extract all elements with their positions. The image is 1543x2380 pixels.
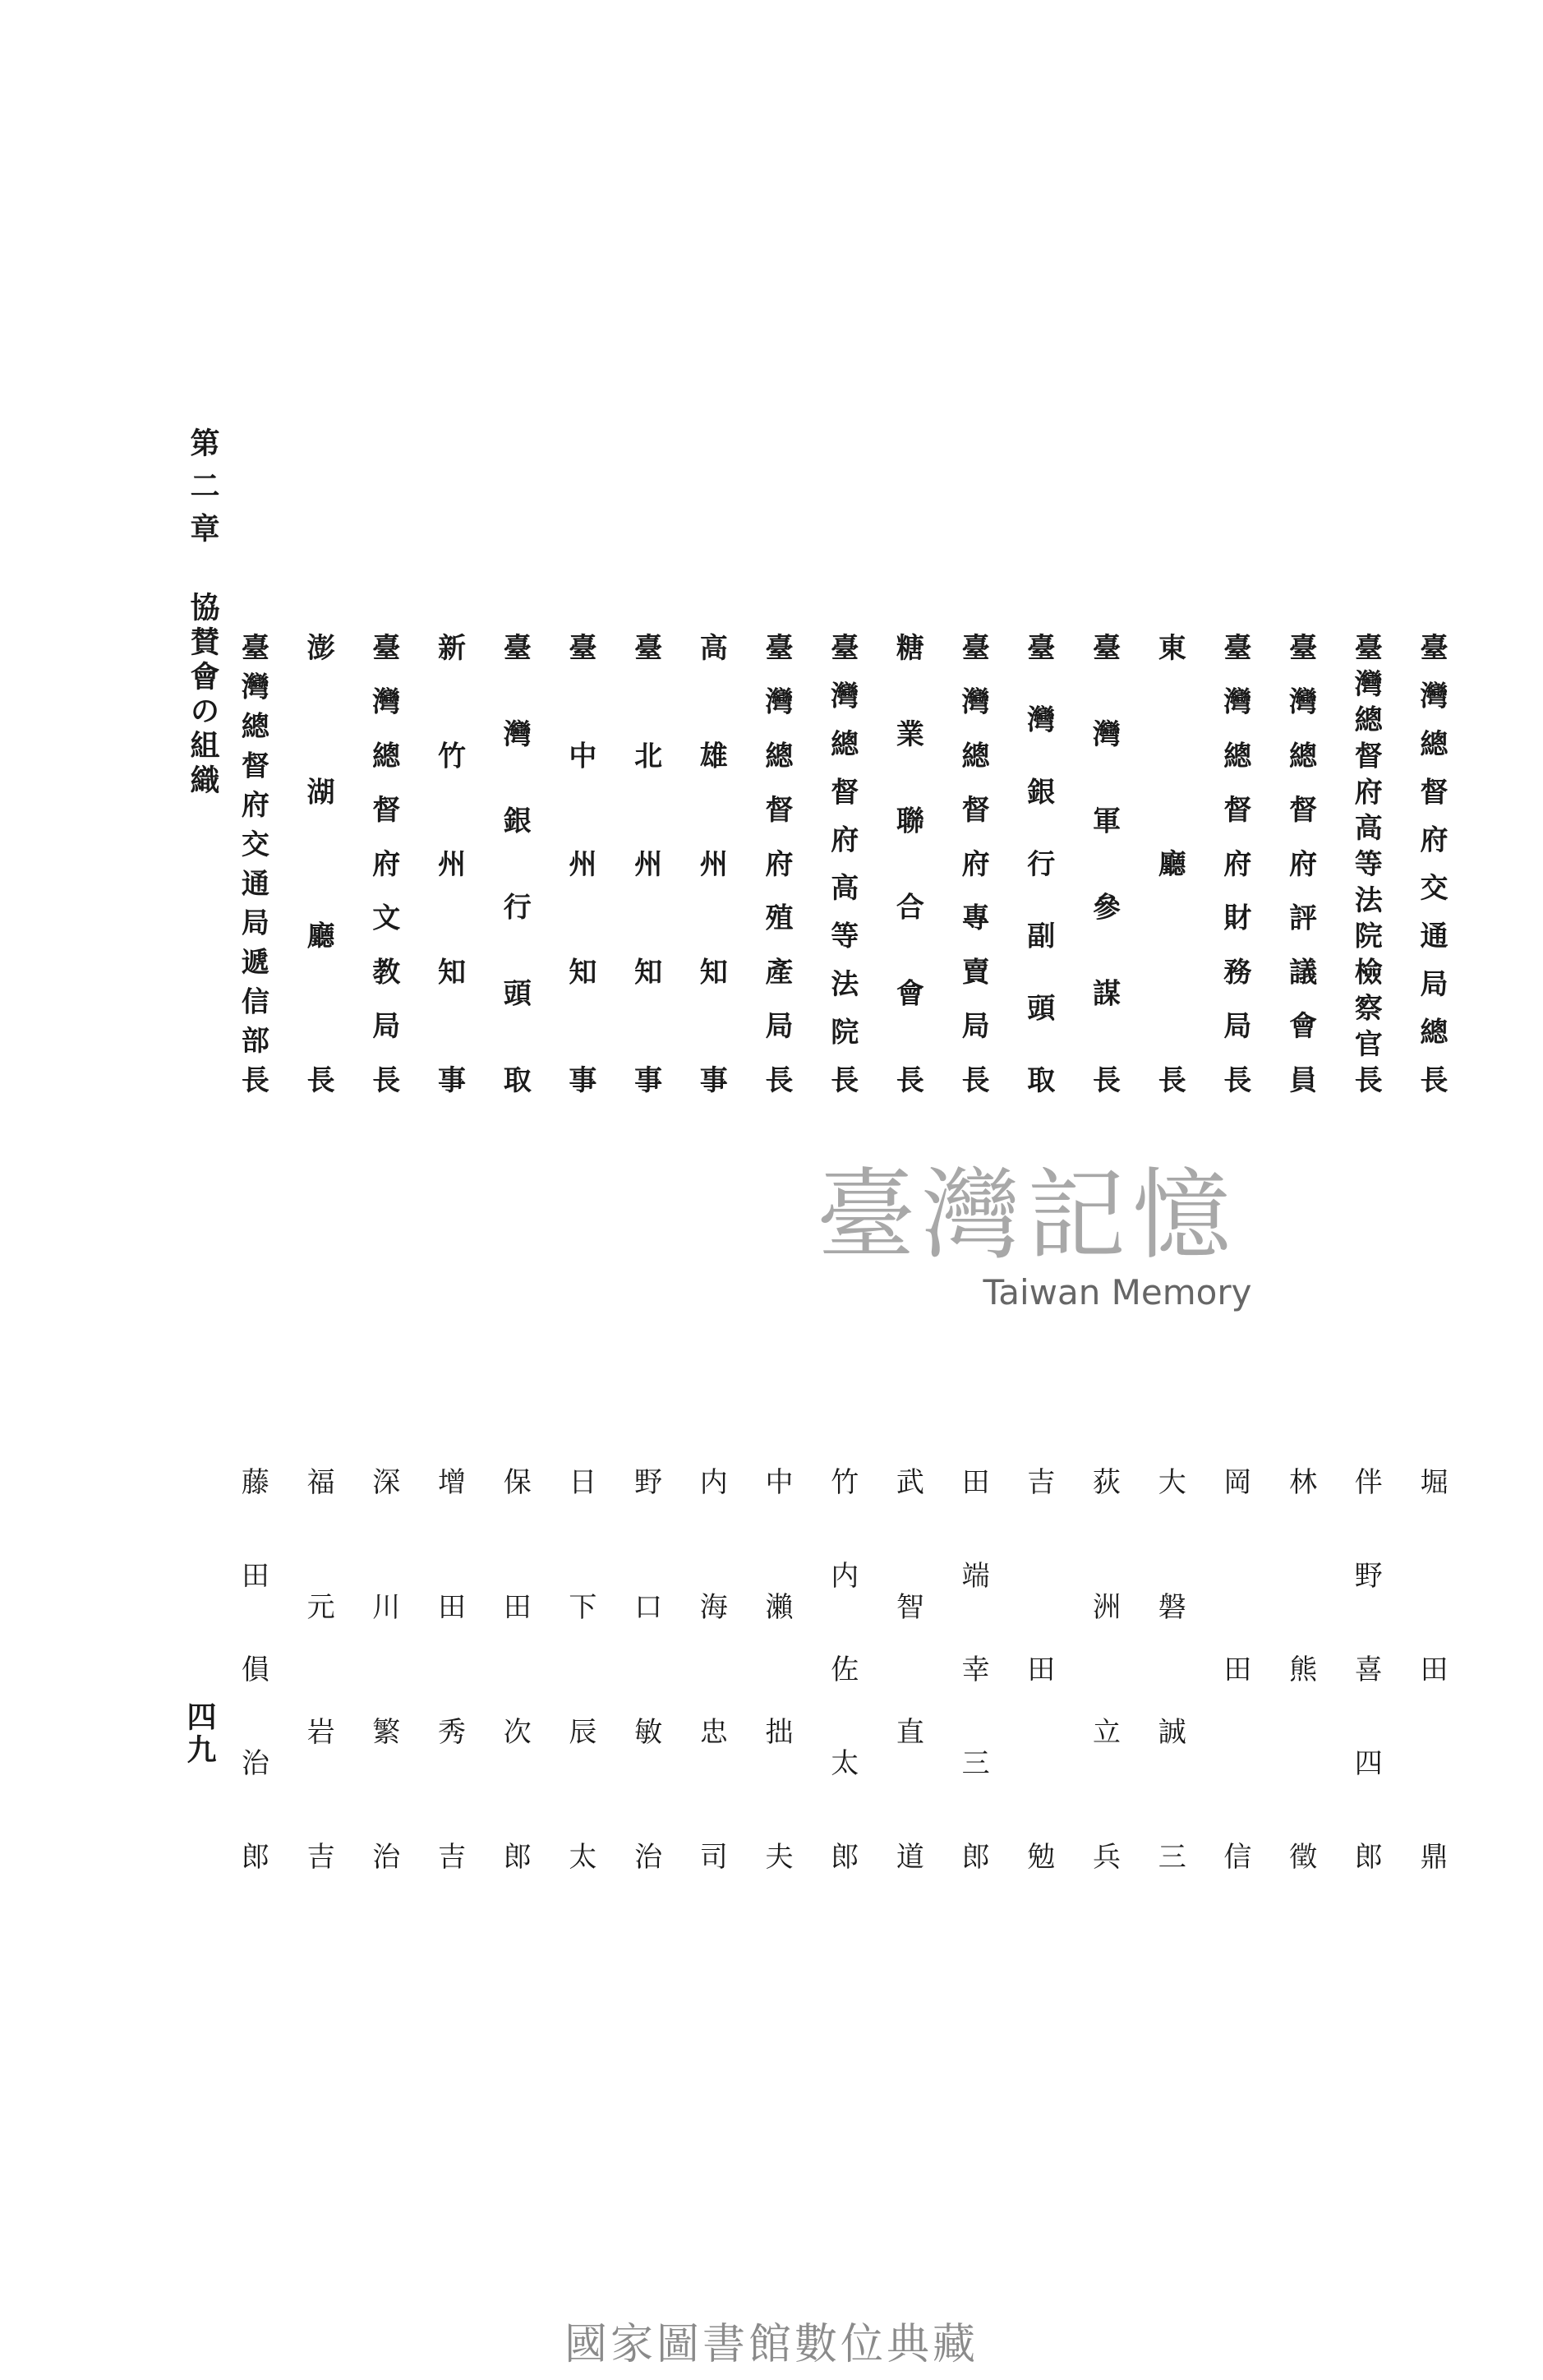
member-name: 保田次郎 bbox=[498, 1467, 532, 1870]
member-name: 大磐誠三 bbox=[1153, 1467, 1186, 1870]
member-position: 糖業聯合會長 bbox=[891, 633, 924, 1093]
member-position: 臺灣軍參謀長 bbox=[1087, 633, 1121, 1093]
member-name: 日下辰太 bbox=[563, 1467, 596, 1870]
member-name: 田端幸三郎 bbox=[956, 1467, 990, 1870]
member-name: 岡 田 信 bbox=[1218, 1467, 1251, 1870]
member-name: 增田秀吉 bbox=[432, 1467, 466, 1870]
watermark-english: Taiwan Memory bbox=[983, 1272, 1252, 1312]
member-position: 臺灣銀行頭取 bbox=[498, 633, 532, 1093]
member-position: 高雄州知事 bbox=[694, 633, 728, 1093]
member-position: 臺北州知事 bbox=[629, 633, 662, 1093]
member-position: 臺灣總督府專賣局長 bbox=[956, 633, 990, 1093]
member-position: 臺灣總督府交通局遞信部長 bbox=[236, 633, 269, 1093]
member-position: 臺灣銀行副頭取 bbox=[1021, 633, 1055, 1093]
member-position: 臺灣總督府高等法院長 bbox=[825, 633, 859, 1093]
member-name: 内海忠司 bbox=[694, 1467, 728, 1870]
member-name: 深川繁治 bbox=[366, 1467, 400, 1870]
member-position: 澎湖廳長 bbox=[302, 633, 335, 1093]
member-name: 伴野喜四郎 bbox=[1349, 1467, 1383, 1870]
page-number: 四九 bbox=[182, 1701, 217, 1767]
member-position: 臺灣總督府財務局長 bbox=[1218, 633, 1251, 1093]
member-name: 武智直道 bbox=[891, 1467, 924, 1870]
watermark-chinese: 臺灣記憶 bbox=[817, 1159, 1237, 1273]
watermark-logo bbox=[772, 1159, 1282, 1312]
chapter-heading: 第二章 bbox=[186, 427, 220, 556]
chapter-title: 協賛會の組織 bbox=[186, 592, 220, 799]
member-name: 竹内佐太郎 bbox=[825, 1467, 859, 1870]
member-position: 臺中州知事 bbox=[563, 633, 596, 1093]
member-name: 堀 田 鼎 bbox=[1415, 1467, 1448, 1870]
member-position: 臺灣總督府高等法院檢察官長 bbox=[1349, 633, 1383, 1093]
member-position: 東 廳 長 bbox=[1153, 633, 1186, 1093]
member-position: 臺灣總督府評議會員 bbox=[1283, 633, 1317, 1093]
member-name: 吉 田 勉 bbox=[1021, 1467, 1055, 1870]
member-name: 福元岩吉 bbox=[302, 1467, 335, 1870]
member-name: 中瀨拙夫 bbox=[760, 1467, 793, 1870]
member-position: 新竹州知事 bbox=[432, 633, 466, 1093]
member-name: 藤田傊治郎 bbox=[236, 1467, 269, 1870]
footer-collection-label: 國家圖書館數位典藏 bbox=[564, 2320, 979, 2369]
member-position: 臺灣總督府殖產局長 bbox=[760, 633, 793, 1093]
member-position: 臺灣總督府交通局總長 bbox=[1415, 633, 1448, 1093]
member-position: 臺灣總督府文教局長 bbox=[366, 633, 400, 1093]
member-name: 林 熊 徵 bbox=[1283, 1467, 1317, 1870]
member-name: 野口敏治 bbox=[629, 1467, 662, 1870]
member-name: 荻洲立兵 bbox=[1087, 1467, 1121, 1870]
